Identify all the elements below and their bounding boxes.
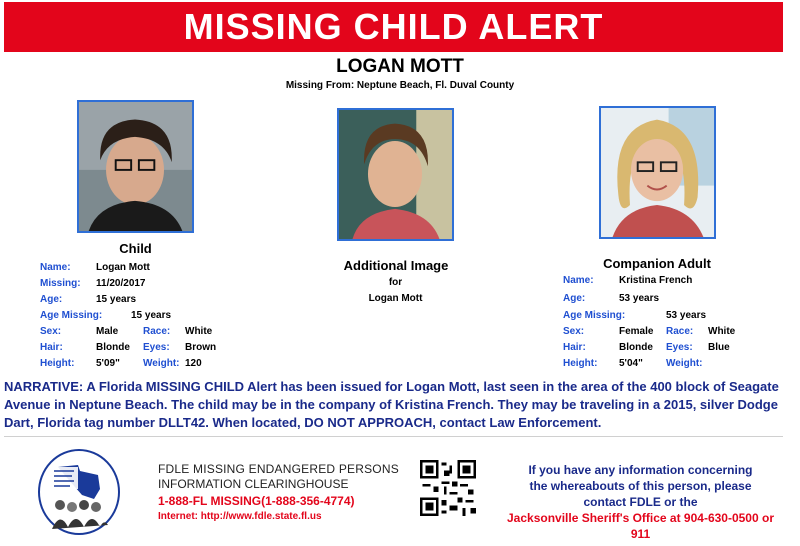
missing-from-line: Missing From: Neptune Beach, Fl. Duval County — [285, 80, 515, 91]
child-sex-value: Male — [96, 326, 119, 337]
child-eyes-value: Brown — [185, 342, 217, 353]
qr-code-icon — [420, 460, 476, 516]
child-photo — [77, 100, 194, 233]
child-name-title: LOGAN MOTT — [336, 56, 464, 77]
companion-race-label: Race: — [666, 326, 694, 337]
child-hair-value: Blonde — [96, 342, 130, 353]
child-caption: Child — [119, 241, 152, 256]
child-age-value: 15 years — [96, 294, 137, 305]
companion-sex-value: Female — [619, 326, 654, 337]
internet-link[interactable]: Internet: http://www.fdle.state.fl.us — [158, 511, 322, 522]
child-sex-label: Sex: — [40, 326, 62, 337]
companion-weight-label: Weight: — [666, 358, 703, 369]
narrative — [4, 378, 794, 432]
footer-divider — [4, 436, 783, 437]
companion-height-label: Height: — [563, 358, 598, 369]
companion-hair-value: Blonde — [619, 342, 653, 353]
child-age-missing-label: Age Missing: — [40, 310, 103, 321]
org-line1: FDLE MISSING ENDANGERED PERSONS — [158, 462, 399, 476]
companion-name-value: Kristina French — [619, 275, 693, 286]
additional-caption: Additional Image — [343, 258, 449, 273]
child-height-value: 5'09" — [96, 358, 120, 369]
companion-eyes-label: Eyes: — [666, 342, 693, 353]
child-hair-label: Hair: — [40, 342, 63, 353]
companion-age-missing-value: 53 years — [666, 310, 707, 321]
companion-caption: Companion Adult — [603, 256, 711, 271]
companion-height-value: 5'04" — [619, 358, 643, 369]
org-line2: INFORMATION CLEARINGHOUSE — [158, 477, 349, 491]
narrative-label: NARRATIVE: — [4, 379, 84, 394]
additional-photo — [337, 108, 454, 241]
contact-line3: contact FDLE or the — [583, 495, 698, 509]
companion-eyes-value: Blue — [708, 342, 730, 353]
child-name-label: Name: — [40, 262, 71, 273]
companion-age-missing-label: Age Missing: — [563, 310, 626, 321]
child-race-value: White — [185, 326, 213, 337]
additional-name: Logan Mott — [368, 293, 423, 304]
child-eyes-label: Eyes: — [143, 342, 170, 353]
additional-for: for — [388, 277, 403, 288]
child-missing-value: 11/20/2017 — [96, 278, 146, 289]
clearinghouse-logo-icon — [38, 449, 120, 535]
companion-age-label: Age: — [563, 293, 586, 304]
companion-photo — [599, 106, 716, 239]
child-age-missing-value: 15 years — [131, 310, 172, 321]
contact-line1: If you have any information concerning — [528, 463, 753, 477]
child-age-label: Age: — [40, 294, 63, 305]
child-height-label: Height: — [40, 358, 75, 369]
contact-line2: the whereabouts of this person, please — [529, 479, 752, 493]
phone-number: 1-888-FL MISSING(1-888-356-4774) — [158, 494, 355, 508]
companion-sex-label: Sex: — [563, 326, 585, 337]
companion-race-value: White — [708, 326, 736, 337]
companion-age-value: 53 years — [619, 293, 660, 304]
child-weight-value: 120 — [185, 358, 202, 369]
companion-hair-label: Hair: — [563, 342, 586, 353]
contact-line5: 911 — [630, 527, 651, 541]
narrative-text: A Florida MISSING CHILD Alert has been issued for Logan Mott, last seen in the area of the 400 block of Seagate Avenue in Neptune Beach. The child may be in the company of Kristina French. They may be traveling in a 2015, silver Dodge Dart, Florida tag number DLLT42. When located, DO NOT APPROACH, contact Law Enforcement. — [4, 379, 779, 430]
child-missing-label: Missing: — [40, 278, 81, 289]
contact-info — [488, 462, 793, 542]
companion-name-label: Name: — [563, 275, 594, 286]
child-race-label: Race: — [143, 326, 171, 337]
child-name-value: Logan Mott — [96, 262, 150, 273]
contact-line4: Jacksonville Sheriff's Office at 904-630-0500 or — [507, 511, 774, 525]
alert-banner: MISSING CHILD ALERT — [4, 2, 783, 52]
child-weight-label: Weight: — [143, 358, 180, 369]
